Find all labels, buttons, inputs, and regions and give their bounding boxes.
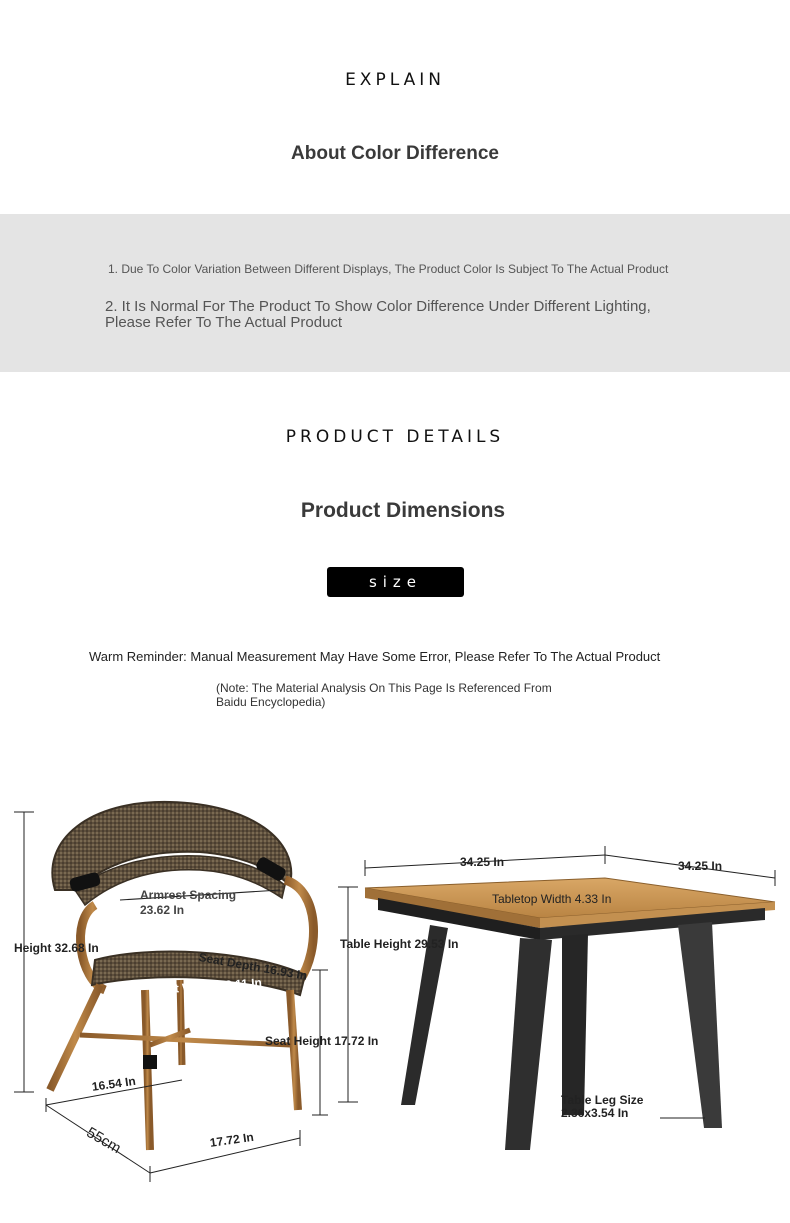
table-leg (401, 925, 448, 1105)
measurement-reminder: Warm Reminder: Manual Measurement May Have Some Error, Please Refer To The Actual Product (89, 649, 661, 664)
base-cm-label: 55cm (83, 1124, 124, 1158)
table-leg-size-label: Table Leg Size (561, 1093, 644, 1107)
explain-heading: EXPLAIN (345, 70, 445, 90)
chair-height-label: Height 32.68 In (14, 941, 99, 955)
base-width-label: 17.72 In (209, 1129, 255, 1150)
color-difference-subheading: About Color Difference (291, 143, 499, 164)
base-depth-label: 16.54 In (91, 1073, 137, 1094)
product-details-heading: PRODUCT DETAILS (285, 427, 505, 447)
color-note-2: 2. It Is Normal For The Product To Show Color Difference Under Different Lighting, Please Refer To The Actual Product (105, 298, 651, 331)
seat-height-label: Seat Height 17.72 In (265, 1034, 379, 1048)
table-top-right-label: 34.25 In (678, 859, 723, 873)
seat-width-label: Seat Width 18.11 In (153, 975, 263, 997)
product-illustration (0, 780, 790, 1220)
seat-depth-label: Seat Depth 16.93 In (197, 950, 309, 983)
color-note-1: 1. Due To Color Variation Between Different Displays, The Product Color Is Subject To The Actual Product (108, 262, 669, 276)
table-top-left-label: 34.25 In (460, 855, 505, 869)
tabletop-width-label: Tabletop Width 4.33 In (492, 892, 612, 906)
material-note: (Note: The Material Analysis On This Page Is Referenced From Baidu Encyclopedia) (216, 681, 552, 709)
table-height-label: Table Height 29.53 In (340, 937, 459, 951)
color-notes-band (0, 214, 790, 372)
armrest-spacing-label: Armrest Spacing (140, 888, 237, 902)
product-dimensions-subheading: Product Dimensions (300, 499, 506, 522)
armrest-spacing-value: 23.62 In (140, 903, 185, 917)
size-label-pill: size (327, 567, 464, 597)
table-leg-size-value: 2.36x3.54 In (561, 1106, 629, 1120)
